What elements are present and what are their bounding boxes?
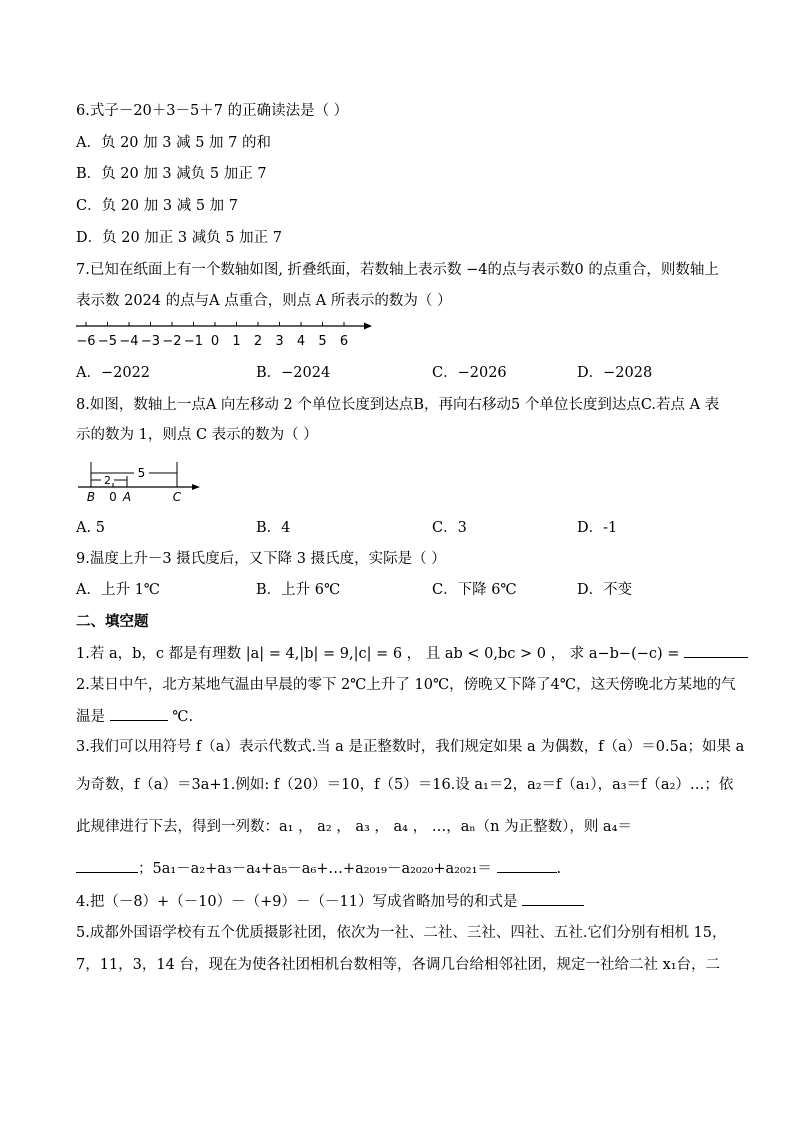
- q7-option-d: D．−2028: [577, 365, 653, 381]
- fill1-text: [76, 643, 748, 664]
- q8-option-c: C．3: [432, 520, 467, 536]
- q9-option-c: C．下降 6℃: [432, 582, 517, 598]
- q9-stem: 9.温度上升－3 摄氏度后，又下降 3 摄氏度，实际是（ ）: [76, 551, 446, 567]
- fill5-line2: 7，11，3，14 台，现在为使各社团相机台数相等，各调几台给相邻社团，规定一社给二社 x₁台，二: [76, 957, 721, 973]
- q6-option-d: D．负 20 加正 3 减负 5 加正 7: [76, 230, 283, 246]
- q7-axis-tick-label: 5: [318, 334, 327, 349]
- fill4-text: [76, 891, 584, 912]
- q8-label-2: 2: [104, 474, 111, 487]
- fill1-question: 1.若 a，b，c 都是有理数 |a| = 4,|b| = 9,|c| = 6 ， 且 ab < 0,bc > 0 ， 求 a−b−(−c) =: [76, 646, 685, 662]
- q9-option-a: A．上升 1℃: [76, 582, 161, 598]
- q8-stem-line2: 示的数为 1，则点 C 表示的数为（ ）: [76, 427, 318, 443]
- q9-option-d: D．不变: [577, 582, 633, 598]
- fill1-answer-blank: [684, 643, 748, 658]
- q7-axis-tick-label: 1: [232, 334, 241, 349]
- fill3-line4: [76, 858, 561, 879]
- fill3-line4-end: .: [556, 861, 562, 877]
- fill2-line2-end: ℃.: [167, 709, 194, 725]
- q8-point-c-label: C: [172, 490, 182, 504]
- q7-axis-tick-label: −2: [162, 334, 182, 349]
- q7-option-c: C．−2026: [432, 365, 507, 381]
- q8-option-a: A. 5: [76, 520, 105, 536]
- q6-option-c: C．负 20 加 3 减 5 加 7: [76, 198, 238, 214]
- q7-option-b: B．−2024: [256, 365, 331, 381]
- q8-point-b-label: B: [86, 490, 96, 504]
- q8-option-b: B．4: [256, 520, 291, 536]
- fill3-answer-blank-a4: [76, 858, 138, 873]
- fill2-answer-blank: [110, 706, 168, 721]
- q8-number-line-figure: [76, 456, 206, 504]
- q9-option-b: B．上升 6℃: [256, 582, 341, 598]
- fill3-line4-expression: ；5a₁－a₂+a₃－a₄+a₅－a₆+…+a₂₀₁₉－a₂₀₂₀+a₂₀₂₁＝: [138, 861, 497, 877]
- fill5-line1: 5.成都外国语学校有五个优质摄影社团，依次为一社、二社、三社、四社、五社.它们分别有相机 15，: [76, 925, 727, 941]
- q7-axis-tick-label: −1: [183, 334, 204, 349]
- q7-stem-line1: 7.已知在纸面上有一个数轴如图, 折叠纸面，若数轴上表示数 −4的点与表示数0 的点重合，则数轴上: [76, 262, 719, 278]
- fill3-answer-blank-sum: [497, 858, 557, 873]
- q6-stem: 6.式子－20＋3－5＋7 的正确读法是（ ）: [76, 103, 349, 119]
- q7-option-a: A．−2022: [76, 365, 151, 381]
- q7-axis-tick-label: 2: [253, 334, 263, 349]
- q6-option-a: A．负 20 加 3 减 5 加 7 的和: [76, 135, 271, 151]
- fill3-line3: 此规律进行下去，得到一列数：a₁ ， a₂ ， a₃ ， a₄ ， …，aₙ（n 为正整数），则 a₄＝: [76, 819, 632, 835]
- fill4-answer-blank: [522, 891, 584, 906]
- q7-axis-tick-label: 6: [339, 334, 349, 349]
- fill3-line2: 为奇数，f（a）＝3a+1.例如: f（20）＝10，f（5）＝16.设 a₁＝2，a₂＝f（a₁），a₃＝f（a₂）…；依: [76, 777, 734, 793]
- fill2-line2-start: 温是: [76, 709, 110, 725]
- q7-stem-line2: 表示数 2024 的点与A 点重合，则点 A 所表示的数为（ ）: [76, 293, 452, 309]
- q8-point-a-label: A: [122, 490, 132, 504]
- q7-axis-tick-label: 0: [210, 334, 220, 349]
- q7-axis-tick-label: −5: [97, 334, 118, 349]
- q7-axis-tick-label: −4: [119, 334, 139, 349]
- q7-axis-tick-label: 4: [296, 334, 306, 349]
- q7-number-line-figure: [72, 316, 382, 352]
- q6-option-b: B．负 20 加 3 减负 5 加正 7: [76, 166, 267, 182]
- q7-axis-arrow-icon: [364, 323, 372, 330]
- q8-option-d: D．-1: [577, 520, 618, 536]
- fill3-line1: 3.我们可以用符号 f（a）表示代数式.当 a 是正整数时，我们规定如果 a 为偶数，f（a）＝0.5a；如果 a: [76, 739, 745, 755]
- q7-axis-tick-label: −6: [76, 334, 96, 349]
- fill4-question: 4.把（－8）+（－10）－（+9）－（－11）写成省略加号的和式是: [76, 894, 523, 910]
- q7-axis-tick-label: −3: [140, 334, 161, 349]
- fill2-line2: [76, 706, 193, 727]
- fill2-line1: 2.某日中午，北方某地气温由早晨的零下 2℃上升了 10℃，傍晚又下降了4℃，这天傍晚北方某地的气: [76, 677, 736, 693]
- q8-zero-label: 0: [109, 490, 117, 504]
- q7-axis-tick-label: 3: [275, 334, 284, 349]
- q8-label-5: 5: [137, 466, 146, 480]
- q8-axis-arrow-icon: [192, 484, 200, 490]
- section-title-fill-in: 二、填空题: [76, 614, 149, 630]
- q8-stem-line1: 8.如图，数轴上一点A 向左移动 2 个单位长度到达点B，再向右移动5 个单位长度到达点C.若点 A 表: [76, 397, 720, 413]
